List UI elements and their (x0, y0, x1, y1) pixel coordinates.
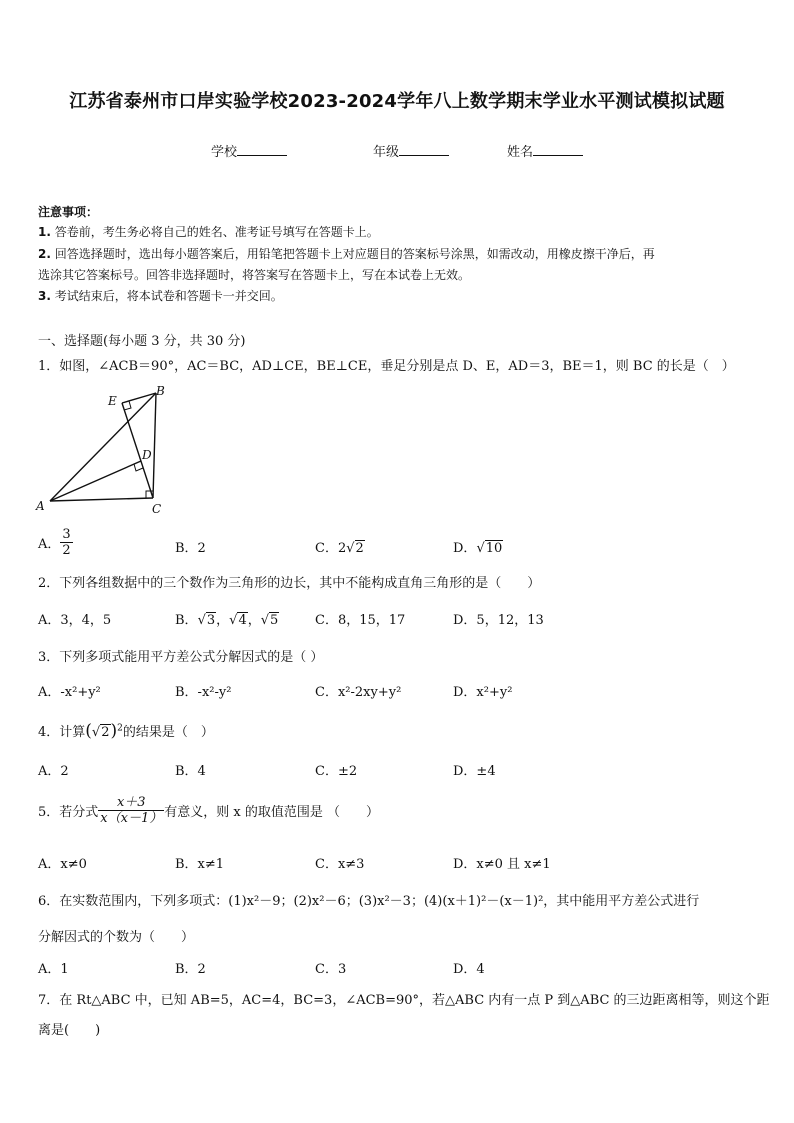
option-b[interactable]: B．-x²-y² (175, 685, 232, 700)
segment-ad (50, 461, 141, 501)
school-field[interactable] (211, 141, 287, 160)
segment-ab (50, 393, 156, 501)
question-7-stem-line1: 7．在 Rt△ABC 中，已知 AB=5，AC=4，BC=3，∠ACB=90°，若△ABC 内有一点 P 到△ABC 的三边距离相等，则这个距 (38, 993, 770, 1008)
question-1-figure (34, 384, 174, 516)
grade-blank[interactable] (399, 143, 449, 156)
school-label: 学校 (211, 145, 238, 160)
option-d[interactable]: D．±4 (453, 764, 496, 779)
name-blank[interactable] (533, 143, 583, 156)
option-b[interactable]: B．2 (175, 962, 206, 977)
name-field[interactable] (507, 141, 583, 160)
point-label-c: C (152, 502, 162, 516)
question-2-stem: 2．下列各组数据中的三个数作为三角形的边长，其中不能构成直角三角形的是（ ） (38, 576, 541, 591)
point-label-d: D (142, 448, 152, 462)
option-a[interactable]: A． $\frac{3}{2}$ (38, 527, 71, 558)
point-label-a: A (36, 499, 45, 513)
question-1-stem: 1．如图，∠ACB＝90°，AC＝BC，AD⊥CE，BE⊥CE，垂足分别是点 D、E，AD＝3，BE＝1，则 BC 的长是（ ） (38, 359, 735, 374)
option-a[interactable]: A．x≠0 (38, 857, 87, 872)
option-d[interactable]: D．√10 (453, 541, 503, 556)
option-c[interactable]: C．x≠3 (315, 857, 365, 872)
segment-bc (153, 393, 156, 498)
option-a[interactable]: A．3，4，5 (38, 613, 112, 628)
sqrt-symbol: √2 (346, 541, 364, 556)
page-title: 江苏省泰州市口岸实验学校2023-2024学年八上数学期末学业水平测试模拟试题 (69, 91, 725, 112)
grade-label: 年级 (373, 145, 400, 160)
option-a[interactable]: A．-x²+y² (38, 685, 101, 700)
point-label-b: B (156, 384, 165, 398)
option-d[interactable]: D．x²+y² (453, 685, 513, 700)
segment-ac (50, 498, 153, 501)
option-b[interactable]: B．2 (175, 541, 206, 556)
option-a[interactable]: A．1 (38, 962, 69, 977)
question-3-stem: 3．下列多项式能用平方差公式分解因式的是（ ） (38, 650, 324, 665)
question-5-stem: 5．若分式 $\frac{x+3}{x(x-1)}$ 有意义，则 x 的取值范围是 （ ） (38, 795, 379, 826)
option-c[interactable]: C．±2 (315, 764, 358, 779)
note-item: 3. 考试结束后，将本试卷和答题卡一并交回。 (38, 289, 283, 303)
notes-heading: 注意事项： (38, 205, 99, 219)
option-d[interactable]: D．4 (453, 962, 485, 977)
option-b[interactable]: B．√3，√4，√5 (175, 613, 279, 628)
note-item: 选涂其它答案标号。回答非选择题时，将答案写在答题卡上，写在本试卷上无效。 (38, 268, 471, 282)
sqrt-symbol: √10 (476, 541, 503, 556)
option-b[interactable]: B．x≠1 (175, 857, 225, 872)
name-label: 姓名 (507, 145, 534, 160)
fraction: $\frac{3}{2}$ (62, 527, 71, 558)
option-d[interactable]: D．5，12，13 (453, 613, 544, 628)
grade-field[interactable] (373, 141, 449, 160)
note-item: 2. 回答选择题时，选出每小题答案后，用铅笔把答题卡上对应题目的答案标号涂黑，如需改动，用橡皮擦干净后，再 (38, 247, 655, 261)
section-title: 一、选择题(每小题 3 分，共 30 分) (38, 334, 246, 349)
option-a[interactable]: A．2 (38, 764, 69, 779)
question-6-stem-line1: 6．在实数范围内，下列多项式：(1)x²－9；(2)x²－6；(3)x²－3；(4)(x＋1)²－(x－1)²，其中能用平方差公式进行 (38, 894, 700, 909)
note-item: 1. 答卷前，考生务必将自己的姓名、准考证号填写在答题卡上。 (38, 225, 379, 239)
fraction: $\frac{x+3}{x(x-1)}$ (100, 795, 163, 826)
option-b[interactable]: B．4 (175, 764, 206, 779)
question-4-stem: 4．计算$(√2)^2$的结果是（ ） (38, 721, 214, 741)
option-c[interactable]: C．x²-2xy+y² (315, 685, 402, 700)
option-c[interactable]: C．3 (315, 962, 347, 977)
point-label-e: E (108, 394, 117, 408)
option-c[interactable]: C．8，15，17 (315, 613, 406, 628)
question-7-stem-line2: 离是( ) (38, 1023, 101, 1038)
school-blank[interactable] (237, 143, 287, 156)
option-c[interactable]: C．2√2 (315, 541, 364, 556)
option-d[interactable]: D．x≠0 且 x≠1 (453, 857, 551, 872)
question-6-stem-line2: 分解因式的个数为（ ） (38, 930, 195, 945)
